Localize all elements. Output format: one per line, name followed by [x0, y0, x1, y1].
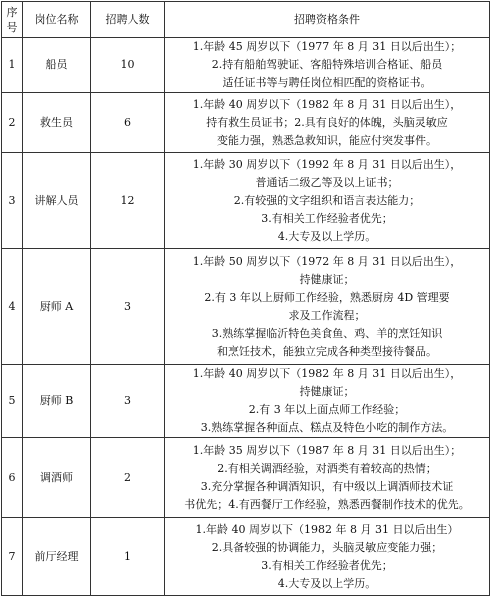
cell-serial-no: 1: [2, 38, 23, 93]
cell-count: 10: [91, 38, 165, 93]
cell-requirements: [165, 438, 490, 518]
cell-count: 1: [91, 518, 165, 596]
cell-position: 前厅经理: [23, 518, 91, 596]
requirement-line: 普通话二级乙等及以上证书；: [255, 175, 399, 189]
requirement-line: 持健康证；: [299, 385, 355, 398]
header-count: 招聘人数: [91, 2, 165, 38]
table-row: [2, 365, 490, 438]
cell-count: 3: [91, 365, 165, 438]
requirement-line: 1.年龄 40 周岁以下（1982 年 8 月 31 日以后出生），: [192, 367, 462, 380]
requirement-line: 2.有相关调酒经验，对酒类有着较高的热情；: [217, 461, 437, 475]
cell-count: 12: [91, 153, 165, 249]
cell-position: 救生员: [23, 93, 91, 153]
requirement-line: 1.年龄 35 周岁以下（1987 年 8 月 31 日以后出生）；: [192, 443, 462, 457]
requirement-line: 变能力强，熟悉急救知识，能应付突发事件。: [217, 133, 437, 147]
header-requirements: 招聘资格条件: [165, 2, 490, 38]
requirement-line: 3.熟练掌握临沂特色美食鱼、鸡、羊的烹饪知识: [211, 326, 443, 340]
header-serial-no-line2: 号: [6, 20, 18, 34]
table-row: [2, 93, 490, 153]
header-serial-no: [2, 2, 23, 38]
cell-serial-no: 2: [2, 93, 23, 153]
requirement-line: 1.年龄 40 周岁以下（1982 年 8 月 31 日以后出生）: [195, 522, 459, 536]
requirement-line: 1.年龄 50 周岁以下（1972 年 8 月 31 日以后出生），: [192, 254, 462, 268]
recruitment-table: [1, 1, 490, 596]
table-row: [2, 153, 490, 249]
table-row: [2, 438, 490, 518]
cell-position: 调酒师: [23, 438, 91, 518]
cell-requirements: [165, 93, 490, 153]
requirement-line: 1.年龄 45 周岁以下（1977 年 8 月 31 日以后出生）；: [192, 40, 462, 53]
cell-position: 厨师 B: [23, 365, 91, 438]
cell-serial-no: 3: [2, 153, 23, 249]
cell-count: 3: [91, 249, 165, 365]
table-row: [2, 518, 490, 596]
requirement-line: 3.充分掌握各种调酒知识，有中级以上调酒师技术证: [200, 479, 454, 493]
cell-requirements: [165, 249, 490, 365]
requirement-line: 求及工作流程；: [288, 308, 366, 322]
requirement-line: 4.大专及以上学历。: [277, 576, 377, 590]
requirement-line: 适任证书等与聘任岗位相匹配的资格证书。: [222, 76, 432, 89]
requirement-line: 2.有 3 年以上面点师工作经验；: [248, 403, 406, 416]
cell-count: 2: [91, 438, 165, 518]
requirement-line: 3.有相关工作经验者优先；: [261, 211, 393, 225]
requirement-line: 4.大专及以上学历。: [277, 229, 377, 243]
requirement-line: 1.年龄 30 周岁以下（1992 年 8 月 31 日以后出生），: [192, 157, 462, 171]
cell-serial-no: 4: [2, 249, 23, 365]
cell-position: 厨师 A: [23, 249, 91, 365]
requirement-line: 2.持有船舶驾驶证、客船特殊培训合格证、船员: [211, 58, 443, 71]
requirement-line: 3.有相关工作经验者优先；: [261, 558, 393, 572]
cell-serial-no: 7: [2, 518, 23, 596]
requirement-line: 3.熟练掌握各种面点、糕点及特色小吃的制作方法。: [200, 421, 454, 434]
cell-position: 船员: [23, 38, 91, 93]
header-position: 岗位名称: [23, 2, 91, 38]
requirement-line: 1.年龄 40 周岁以下（1982 年 8 月 31 日以后出生），: [192, 97, 462, 111]
requirement-line: 2.有 3 年以上厨师工作经验，熟悉厨房 4D 管理要: [204, 290, 450, 304]
requirement-line: 持健康证；: [299, 272, 355, 286]
header-serial-no-line1: 序: [6, 5, 18, 19]
table-row: [2, 249, 490, 365]
requirement-line: 2.具备较强的协调能力，头脑灵敏应变能力强；: [211, 540, 443, 554]
requirement-line: 书优先；4.有西餐厅工作经验，熟悉西餐制作技术的优先。: [184, 497, 470, 511]
requirement-line: 2.有较强的文字组织和语言表达能力；: [233, 193, 421, 207]
cell-requirements: [165, 518, 490, 596]
requirement-line: 持有救生员证书；2.具有良好的体魄，头脑灵敏应: [206, 115, 448, 129]
requirement-line: 和烹饪技术，能独立完成各种类型接待餐品。: [217, 344, 437, 358]
cell-requirements: [165, 153, 490, 249]
cell-serial-no: 5: [2, 365, 23, 438]
cell-count: 6: [91, 93, 165, 153]
cell-requirements: [165, 365, 490, 438]
cell-serial-no: 6: [2, 438, 23, 518]
table-header-row: [2, 2, 490, 38]
cell-requirements: [165, 38, 490, 93]
table-row: [2, 38, 490, 93]
cell-position: 讲解人员: [23, 153, 91, 249]
